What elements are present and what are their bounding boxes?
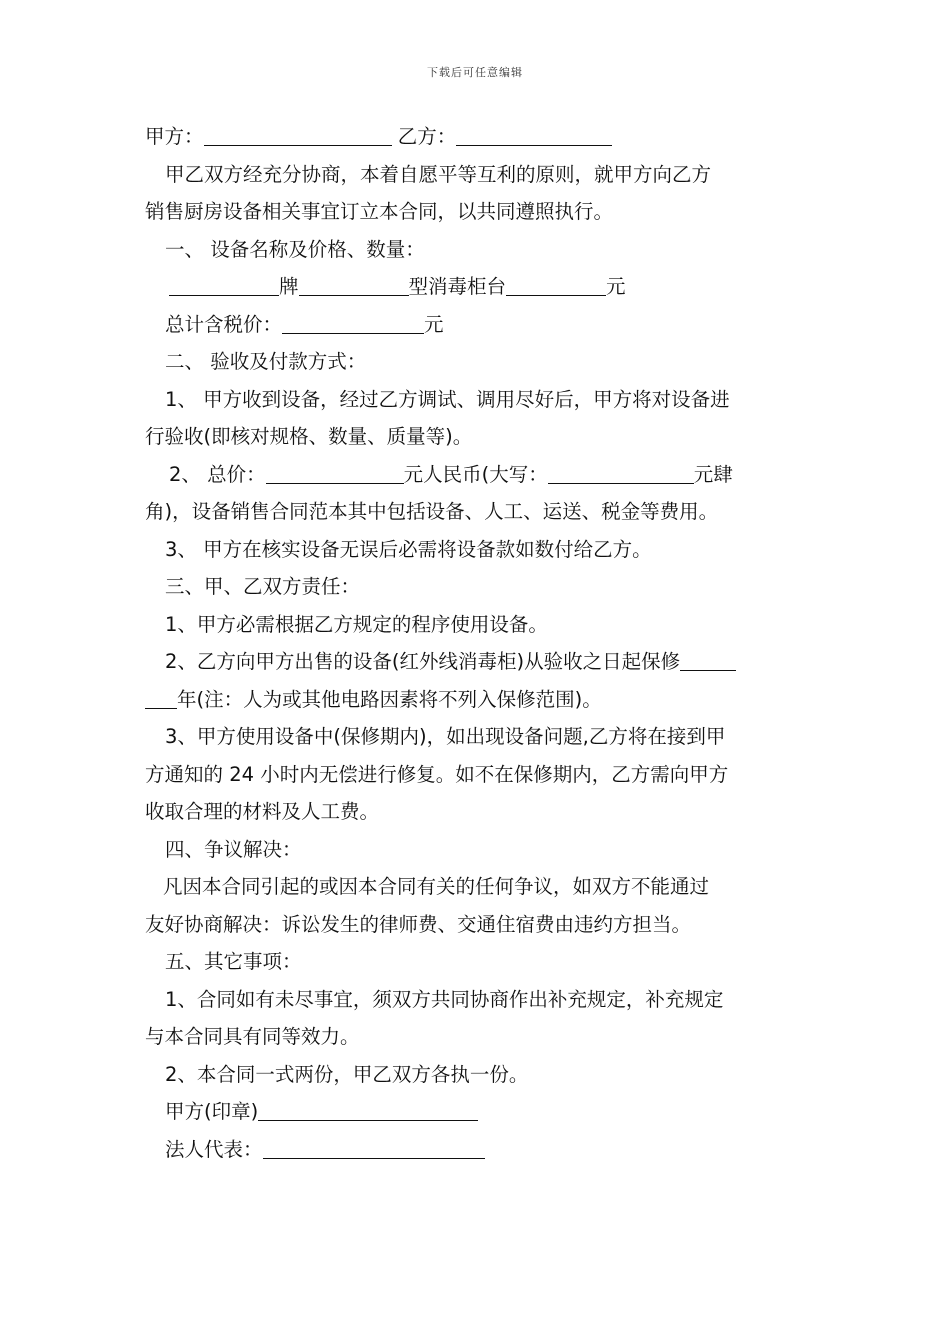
warranty-years-text: 年(注：人为或其他电路因素将不列入保修范围)。 [177, 687, 602, 711]
section-5-heading: 五、其它事项： [165, 950, 302, 973]
section-4-line-1: 凡因本合同引起的或因本合同有关的任何争议，如双方不能通过 [163, 875, 710, 898]
section-4-heading: 四、争议解决： [165, 837, 302, 861]
total-price-blank [282, 311, 424, 334]
section-3-item-3-line-1: 3、甲方使用设备中(保修期内)，如出现设备问题,乙方将在接到甲 [165, 725, 726, 748]
parties-line [145, 118, 810, 156]
section-5-item-1-line-2: 与本合同具有同等效力。 [145, 1025, 360, 1048]
section-2-item-2-line-2: 角)，设备销售合同范本其中包括设备、人工、运送、税金等费用。 [145, 500, 719, 523]
signature-legal-rep [145, 1131, 810, 1169]
party-a-blank [204, 123, 392, 146]
section-5-item-2: 2、本合同一式两份，甲乙双方各执一份。 [165, 1062, 529, 1086]
section-2-item-2-line-1 [145, 456, 810, 494]
total-price-label: 总计含税价： [165, 312, 283, 336]
model-blank [299, 273, 409, 296]
amount-suffix: 元肆 [693, 462, 733, 486]
brand-blank [169, 273, 279, 296]
party-b-blank [456, 123, 612, 146]
total-amount-blank [266, 461, 404, 484]
section-3-item-3-line-3: 收取合理的材料及人工费。 [145, 800, 380, 823]
intro-line-2: 销售厨房设备相关事宜订立本合同，以共同遵照执行。 [145, 200, 614, 223]
rmb-uppercase-label: 元人民币(大写： [403, 462, 548, 486]
section-2-item-3: 3、 甲方在核实设备无误后必需将设备款如数付给乙方。 [165, 537, 652, 561]
total-price-line [145, 306, 810, 344]
total-price-unit: 元 [424, 312, 444, 336]
section-3-item-2-line-1 [145, 643, 810, 681]
section-3-item-3-line-2: 方通知的 24 小时内无偿进行修复。如不在保修期内，乙方需向甲方 [145, 762, 729, 786]
party-a-label: 甲方： [145, 125, 204, 148]
page-header-note: 下载后可任意编辑 [427, 66, 523, 79]
section-3-item-1: 1、甲方必需根据乙方规定的程序使用设备。 [165, 612, 548, 636]
uppercase-amount-blank [548, 461, 694, 484]
signature-party-a [145, 1093, 810, 1131]
brand-label: 牌 [279, 275, 299, 298]
section-2-item-1-line-2: 行验收(即核对规格、数量、质量等)。 [145, 425, 473, 448]
section-4-line-2: 友好协商解决：诉讼发生的律师费、交通住宿费由违约方担当。 [145, 912, 692, 936]
price-blank [506, 273, 606, 296]
section-2-item-1-line-1: 1、 甲方收到设备，经过乙方调试、调用尽好后，甲方将对设备进 [165, 387, 730, 411]
section-3-item-2-line-2 [145, 681, 810, 719]
section-3-heading: 三、甲、乙双方责任： [165, 575, 361, 598]
section-1-heading: 一、 设备名称及价格、数量： [165, 237, 425, 261]
party-b-label: 乙方： [397, 125, 457, 148]
model-label: 型消毒柜台 [408, 275, 507, 298]
warranty-text: 2、乙方向甲方出售的设备(红外线消毒柜)从验收之日起保修 [165, 650, 681, 673]
warranty-blank-a [680, 648, 736, 671]
contract-body [145, 118, 810, 1168]
party-a-seal-blank [258, 1098, 478, 1121]
section-2-heading: 二、 验收及付款方式： [165, 350, 367, 373]
party-a-seal-label: 甲方(印章) [165, 1100, 259, 1123]
total-amount-label: 2、 总价： [169, 462, 266, 486]
legal-rep-blank [263, 1136, 485, 1159]
equipment-line [145, 268, 810, 306]
warranty-blank-b [145, 686, 177, 709]
price-unit: 元 [606, 275, 626, 298]
legal-rep-label: 法人代表： [165, 1137, 263, 1161]
section-5-item-1-line-1: 1、合同如有未尽事宜，须双方共同协商作出补充规定，补充规定 [165, 987, 724, 1011]
intro-line-1: 甲乙双方经充分协商，本着自愿平等互利的原则，就甲方向乙方 [165, 162, 712, 186]
